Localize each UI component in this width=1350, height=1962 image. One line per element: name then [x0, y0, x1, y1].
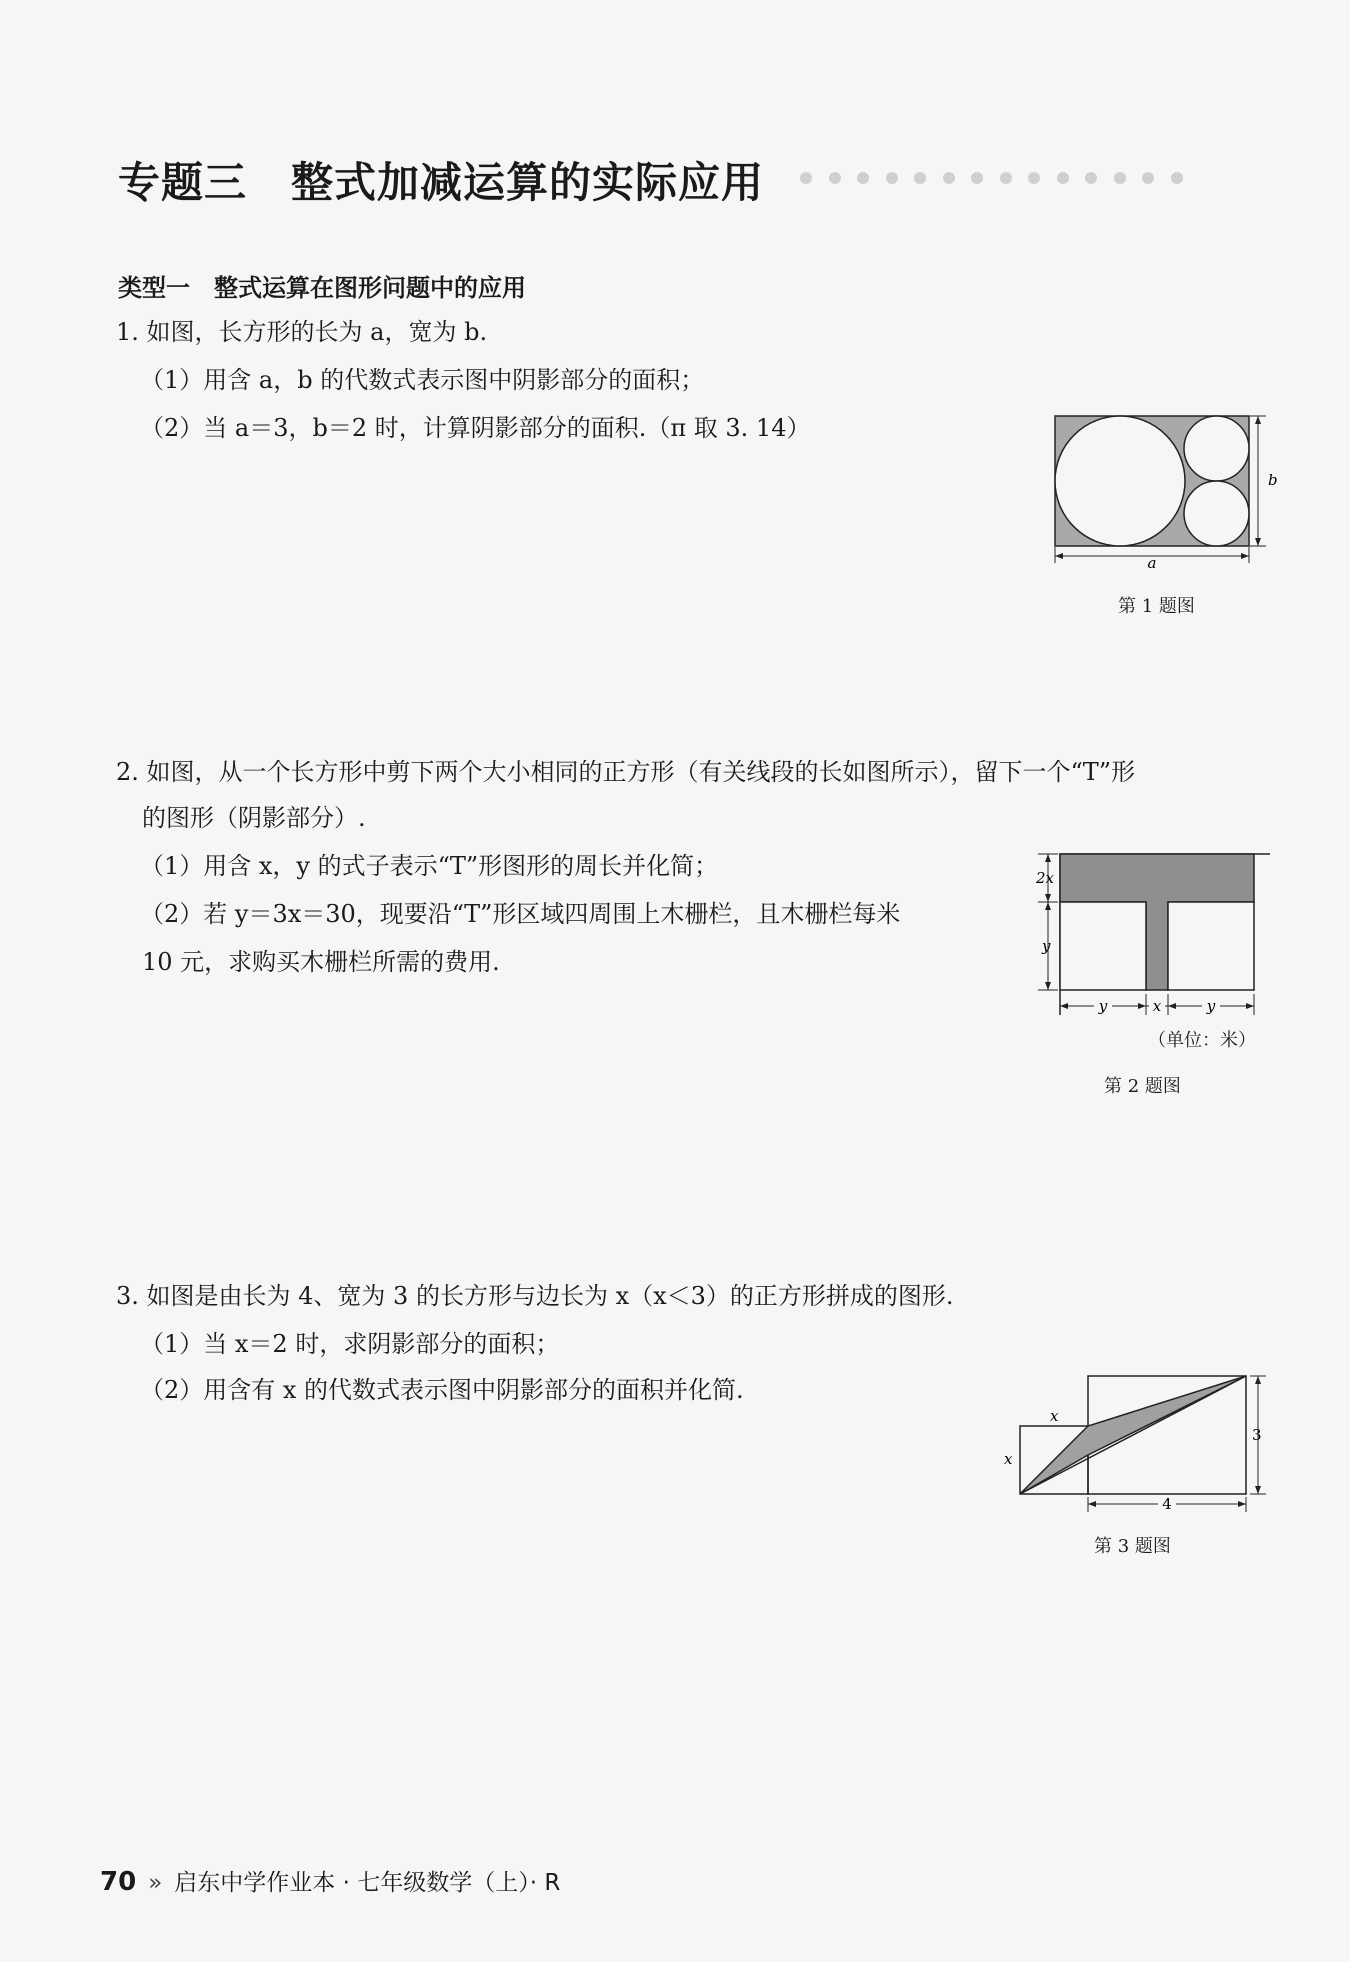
problem-1-part-1: （1）用含 a，b 的代数式表示图中阴影部分的面积； — [140, 366, 705, 394]
problem-3-caption: 第 3 题图 — [1094, 1536, 1171, 1557]
fig3-label-3: 3 — [1252, 1426, 1262, 1444]
problem-2-part-1: （1）用含 x，y 的式子表示“T”形图形的周长并化简； — [140, 852, 719, 880]
fig1-label-b: b — [1268, 471, 1278, 489]
fig3-label-x-left: x — [1004, 1450, 1013, 1468]
page-footer — [100, 1864, 560, 1897]
fig3-label-4: 4 — [1162, 1495, 1172, 1513]
problem-2-figure — [1030, 840, 1270, 1015]
topic-title — [118, 150, 764, 210]
problem-1-part-2: （2）当 a＝3，b＝2 时，计算阴影部分的面积.（π 取 3. 14） — [140, 414, 811, 442]
fig2-label-y-left: y — [1098, 997, 1108, 1015]
problem-2-stem-line-2: 的图形（阴影部分）. — [142, 804, 366, 832]
section-title: 整式运算在图形问题中的应用 — [214, 274, 526, 302]
topic-name: 整式加减运算的实际应用 — [291, 158, 765, 207]
problem-2-stem-line-1: 2. 如图，从一个长方形中剪下两个大小相同的正方形（有关线段的长如图所示），留下一个“T”形 — [116, 758, 1136, 786]
fig2-label-2x: 2x — [1036, 869, 1055, 887]
problem-2-unit-note: （单位：米） — [1148, 1030, 1256, 1051]
problem-1-figure — [1040, 400, 1280, 580]
problem-2-part-2-line-1: （2）若 y＝3x＝30，现要沿“T”形区域四周围上木栅栏，且木栅栏每米 — [140, 900, 901, 928]
fig2-label-y-right: y — [1206, 997, 1216, 1015]
problem-1-caption: 第 1 题图 — [1118, 596, 1195, 617]
section-label: 类型一 — [118, 274, 190, 302]
problem-3-figure — [1000, 1360, 1270, 1520]
section-heading — [118, 268, 526, 303]
topic-label: 专题三 — [118, 158, 248, 207]
problem-2-caption: 第 2 题图 — [1104, 1076, 1181, 1097]
fig3-diagonal — [1020, 1376, 1246, 1494]
problem-3-stem: 3. 如图是由长为 4、宽为 3 的长方形与边长为 x（x＜3）的正方形拼成的图形. — [116, 1282, 954, 1310]
problem-3-part-2: （2）用含有 x 的代数式表示图中阴影部分的面积并化简. — [140, 1376, 744, 1404]
fig2-right-square — [1168, 902, 1254, 990]
problem-1-stem: 1. 如图，长方形的长为 a，宽为 b. — [116, 318, 488, 346]
problem-3-part-1: （1）当 x＝2 时，求阴影部分的面积； — [140, 1330, 560, 1358]
fig3-label-x-top: x — [1050, 1407, 1059, 1425]
fig2-left-square — [1060, 902, 1146, 990]
problem-2-part-2-line-2: 10 元，求购买木栅栏所需的费用. — [142, 948, 500, 976]
fig1-small-circle-top — [1184, 416, 1249, 481]
decorative-dots — [800, 172, 1183, 184]
fig2-label-x: x — [1152, 997, 1162, 1015]
page-number: 70 — [100, 1867, 137, 1897]
fig1-large-circle — [1055, 416, 1185, 546]
chevron-right-icon: » — [148, 1870, 163, 1896]
book-title: 启东中学作业本 · 七年级数学（上）· R — [174, 1870, 561, 1896]
fig1-label-a: a — [1147, 554, 1157, 572]
fig2-label-y-vertical: y — [1042, 937, 1051, 955]
fig1-small-circle-bottom — [1184, 481, 1249, 546]
